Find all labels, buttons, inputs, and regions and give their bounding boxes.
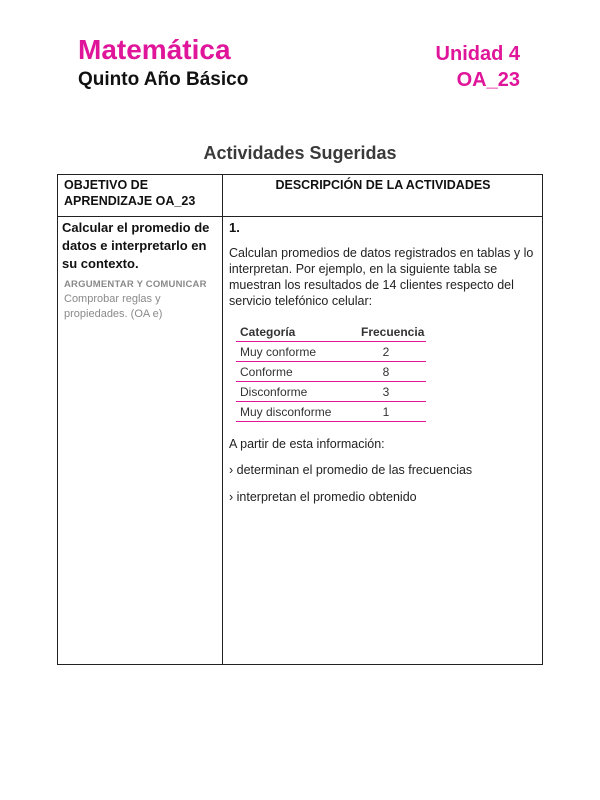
- objective-header: OBJETIVO DE APRENDIZAJE OA_23: [64, 178, 196, 208]
- table-row: [236, 342, 426, 362]
- table-row: [236, 362, 426, 382]
- column-divider: [222, 175, 223, 664]
- section-title: Actividades Sugeridas: [203, 143, 397, 163]
- header-divider: [58, 216, 542, 217]
- category-cell: Conforme: [240, 365, 293, 379]
- skill-description: Comprobar reglas y propiedades. (OA e): [64, 293, 163, 320]
- skill-title: ARGUMENTAR Y COMUNICAR: [64, 279, 207, 290]
- frequency-table-header: [236, 322, 426, 342]
- bullet-item: › determinan el promedio de las frecuencias: [229, 463, 473, 477]
- bullet-item: › interpretan el promedio obtenido: [229, 490, 417, 504]
- grade-subtitle: Quinto Año Básico: [78, 69, 249, 90]
- category-cell: Muy disconforme: [240, 405, 332, 419]
- frequency-cell: 2: [382, 345, 390, 359]
- category-cell: Disconforme: [240, 385, 308, 399]
- frequency-cell: 1: [382, 405, 390, 419]
- activities-table: [57, 174, 543, 665]
- table-row: [236, 382, 426, 402]
- frequency-header: Frecuencia: [361, 325, 425, 339]
- objective-text: Calcular el promedio de datos e interpretarlo en su contexto.: [62, 220, 210, 271]
- category-cell: Muy conforme: [240, 345, 317, 359]
- unit-label: Unidad 4: [435, 43, 520, 65]
- frequency-cell: 3: [382, 385, 390, 399]
- followup-text: A partir de esta información:: [229, 437, 385, 451]
- frequency-table: [236, 322, 426, 422]
- oa-label: OA_23: [456, 69, 520, 91]
- subject-title: Matemática: [78, 34, 231, 65]
- category-header: Categoría: [240, 325, 296, 339]
- table-row: [236, 402, 426, 422]
- frequency-cell: 8: [382, 365, 390, 379]
- activity-description: Calculan promedios de datos registrados en tablas y lo interpretan. Por ejemplo, en la siguiente tabla se muestran los resultados de 14 clientes respecto del servicio telefónico celular:: [229, 246, 534, 308]
- description-header: DESCRIPCIÓN DE LA ACTIVIDADES: [275, 178, 491, 192]
- activity-number: 1.: [229, 220, 240, 235]
- page-header: [0, 0, 600, 100]
